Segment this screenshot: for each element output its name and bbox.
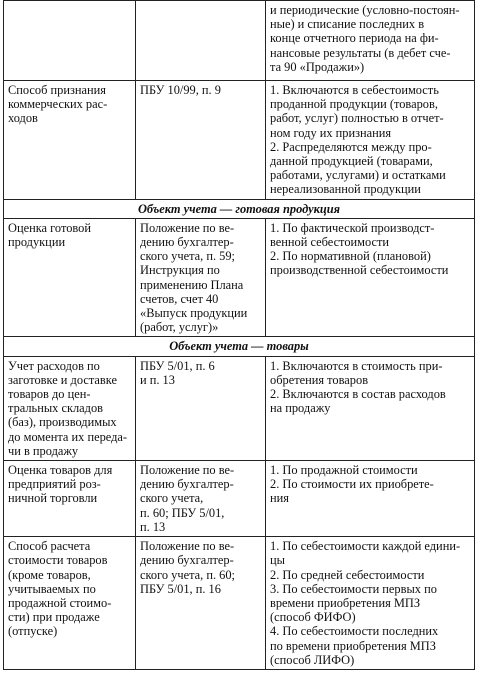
text-line: 2. Распределяются между про- (270, 139, 432, 154)
cell-methods (266, 356, 475, 460)
text-line: производственной себестоимости (270, 263, 449, 278)
text-line: ского учета, п. 59; (140, 249, 235, 264)
text-line: (баз), производимых (8, 415, 117, 430)
cell-methods (266, 81, 475, 200)
text-line: ПБУ 10/99, п. 9 (140, 83, 221, 97)
cell-empty-object (4, 1, 136, 81)
text-line: та 90 «Продажи») (270, 59, 365, 74)
text-line: данной продукцией (товарами, (270, 154, 433, 169)
table-row-continuation (4, 1, 475, 81)
cell-methods (266, 461, 475, 537)
text-line: учитываемых по (8, 581, 96, 596)
text-line: ном году их признания (270, 125, 392, 140)
cell-object (4, 81, 136, 200)
text-line: 2. Включаются в состав расходов (270, 387, 446, 402)
text-line: 4. По себестоимости последних (270, 624, 439, 639)
text-line: ПБУ 5/01, п. 6 (140, 358, 215, 373)
text-line: 1. По продажной стоимости (270, 463, 418, 478)
text-line: 1. По фактической производст- (270, 220, 435, 235)
text-line: 2. По стоимости их приобрете- (270, 477, 434, 492)
cell-object (4, 218, 136, 337)
text-line: дению бухгалтер- (140, 553, 234, 568)
text-line: проданной продукции (товаров, (270, 97, 438, 112)
table-row-goods-delivery-costs (4, 356, 475, 460)
cell-document (136, 461, 266, 537)
cell-document (136, 218, 266, 337)
text-line: счетов, счет 40 (140, 291, 219, 306)
text-line: Способ расчета (8, 539, 91, 554)
text-line: 2. По нормативной (плановой) (270, 249, 431, 264)
cell-document (136, 356, 266, 460)
cell-empty-document (136, 1, 266, 81)
text-line: Оценка готовой (8, 220, 91, 235)
text-line: нереализованной продукции (270, 182, 421, 197)
text-line: ные) и списание последних в (270, 17, 425, 32)
text-line: предприятий роз- (8, 477, 101, 492)
text-line: п. 60; ПБУ 5/01, (140, 505, 225, 520)
text-line: Учет расходов по (8, 358, 100, 373)
cell-object (4, 356, 136, 460)
text-line: обретения товаров (270, 372, 369, 387)
text-line: стоимости товаров (8, 553, 108, 568)
text-line: Способ признания (8, 83, 106, 97)
text-line: венной себестоимости (270, 235, 390, 250)
text-line: ского учета, п. 60; (140, 567, 235, 582)
text-line: п. 13 (140, 519, 166, 534)
text-line: времени приобретения МПЗ (270, 595, 421, 610)
text-line: по времени приобретения МПЗ (270, 638, 436, 653)
text-line: работ, услуг) полностью в отчет- (270, 111, 444, 126)
cell-methods (266, 537, 475, 670)
text-line: коммерческих рас- (8, 97, 108, 112)
cell-object (4, 461, 136, 537)
text-line: ПБУ 5/01, п. 16 (140, 581, 221, 596)
text-line: ничной торговли (8, 491, 98, 506)
table-row-finished-products-valuation (4, 218, 475, 337)
text-line: «Выпуск продукции (140, 306, 248, 321)
text-line: на продажу (270, 401, 331, 416)
text-line: (способ ЛИФО) (270, 652, 355, 667)
section-heading: Объект учета — товары (4, 337, 475, 356)
text-line: ского учета, (140, 491, 204, 506)
text-line: (кроме товаров, (8, 567, 91, 582)
accounting-policy-table (3, 0, 475, 670)
text-line: Положение по ве- (140, 463, 235, 478)
text-line: товаров до цен- (8, 387, 91, 402)
text-line: применению Плана (140, 277, 244, 292)
text-line: (работ, услуг)» (140, 320, 219, 335)
text-line: чи в продажу (8, 443, 79, 458)
text-line: 2. По средней себестоимости (270, 567, 425, 582)
text-line: (отпуске) (8, 624, 58, 639)
text-line: продажной стоимо- (8, 595, 112, 610)
cell-methods (266, 1, 475, 81)
text-line: нансовые результаты (в дебет сче- (270, 45, 451, 60)
text-line: 1. Включаются в себестоимость (270, 83, 439, 97)
text-line: работами, услугами) и остатками (270, 168, 446, 183)
text-line: 1. Включаются в стоимость при- (270, 358, 443, 373)
text-line: продукции (8, 235, 66, 250)
text-line: и п. 13 (140, 372, 175, 387)
text-line: до момента их переда- (8, 429, 128, 444)
cell-object (4, 537, 136, 670)
text-line: дению бухгалтер- (140, 477, 234, 492)
table-row-goods-cost-method (4, 537, 475, 670)
text-line: дению бухгалтер- (140, 235, 234, 250)
text-line: ходов (8, 111, 38, 126)
text-line: Положение по ве- (140, 220, 235, 235)
section-row-finished-products (4, 199, 475, 218)
text-line: Инструкция по (140, 263, 220, 278)
text-line: (способ ФИФО) (270, 610, 356, 625)
text-line: 1. По себестоимости каждой едини- (270, 539, 461, 554)
text-line: 3. По себестоимости первых по (270, 581, 437, 596)
table-row-goods-retail-valuation (4, 461, 475, 537)
text-line: конце отчетного периода на фи- (270, 31, 439, 46)
table-row-commercial-expenses (4, 81, 475, 200)
text-line: заготовке и доставке (8, 372, 117, 387)
cell-methods (266, 218, 475, 337)
section-row-goods (4, 337, 475, 356)
text-line: Оценка товаров для (8, 463, 113, 478)
cell-document (136, 537, 266, 670)
section-heading: Объект учета — готовая продукция (4, 199, 475, 218)
text-line: ния (270, 491, 289, 506)
cell-document (136, 81, 266, 200)
text-line: тральных складов (8, 401, 104, 416)
text-line: сти) при продаже (8, 610, 100, 625)
text-line: Положение по ве- (140, 539, 235, 554)
text-line: и периодические (условно-постоян- (270, 3, 460, 17)
text-line: цы (270, 553, 285, 568)
